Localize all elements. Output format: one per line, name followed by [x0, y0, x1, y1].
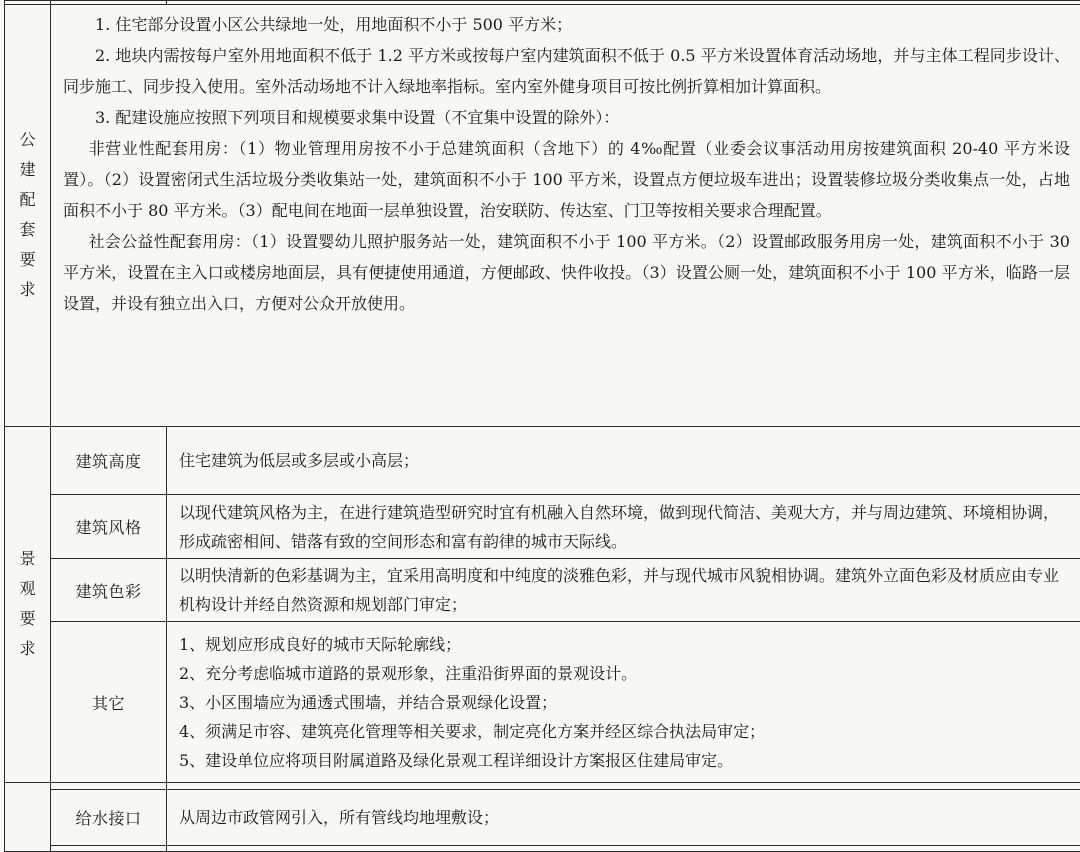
row-content	[167, 426, 1080, 494]
row-content	[167, 789, 1080, 845]
row-content	[167, 559, 1080, 622]
label-char: 景	[19, 549, 36, 569]
public-facilities-row	[5, 5, 1080, 427]
cut-off-row	[5, 845, 1080, 851]
row-name: 建筑高度	[51, 426, 167, 494]
paragraph: 3. 配建设施应按照下列项目和规模要求集中设置（不宜集中设置的除外）：	[95, 108, 620, 127]
public-facilities-content	[51, 5, 1080, 427]
label-char: 求	[19, 280, 36, 300]
requirements-table	[4, 0, 1080, 852]
label-char: 要	[19, 250, 36, 270]
infrastructure-row-water	[5, 789, 1080, 845]
content-line: 以明快清新的色彩基调为主，宜采用高明度和中纯度的淡雅色彩，并与现代城市风貌相协调。建筑外立面色彩及材质应由专业机构设计并经自然资源和规划部门审定；	[179, 566, 1060, 615]
content-line: 从周边市政管网引入，所有管线均地埋敷设；	[179, 807, 500, 827]
label-char: 建	[19, 160, 36, 180]
landscape-row-style	[5, 495, 1080, 559]
label-char: 套	[19, 220, 36, 240]
row-content	[167, 622, 1080, 782]
landscape-row-height	[5, 426, 1080, 494]
label-char: 配	[19, 190, 36, 210]
landscape-label	[5, 426, 51, 782]
row-name: 其它	[51, 622, 167, 782]
row-name: 给水接口	[51, 789, 167, 845]
label-char: 求	[19, 639, 36, 659]
paragraph: 社会公益性配套用房：（1）设置婴幼儿照护服务站一处，建筑面积不小于 100 平方米。（2）设置邮政服务用房一处，建筑面积不小于 30 平方米，设置在主入口或楼房地面层，具有便捷使用通道，方便邮政、快件收投。（3）设置公厕一处，建筑面积不小于 100 平方米，临路一层设置，并设有独立出入口，方便对公众开放使用。	[63, 232, 1070, 313]
content-line: 4、须满足市容、建筑亮化管理等相关要求，制定亮化方案并经区综合执法局审定；	[179, 721, 766, 741]
paragraph: 非营业性配套用房：（1）物业管理用房按不小于总建筑面积（含地下）的 4‰配置（业委会议事活动用房按建筑面积 20-40 平方米设置）。（2）设置密闭式生活垃圾分类收集站一处，建筑面积不小于 100 平方米，设置点方便垃圾车进出；设置装修垃圾分类收集点一处，占地面积不小于 80 平方米。（3）配电间在地面一层单独设置，治安联防、传达室、门卫等按相关要求合理配置。	[63, 139, 1070, 220]
label-char: 公	[19, 130, 36, 150]
label-char: 要	[19, 609, 36, 629]
public-facilities-label	[5, 5, 51, 427]
section-gap	[5, 782, 1080, 789]
content-line: 住宅建筑为低层或多层或小高层；	[179, 451, 420, 471]
label-char: 观	[19, 579, 36, 599]
paragraph: 1. 住宅部分设置小区公共绿地一处，用地面积不小于 500 平方米；	[95, 15, 573, 34]
content-line: 1、规划应形成良好的城市天际轮廓线；	[179, 634, 462, 654]
row-name: 建筑色彩	[51, 559, 167, 622]
row-content	[167, 495, 1080, 559]
landscape-row-color	[5, 559, 1080, 622]
content-line: 3、小区围墙应为通透式围墙，并结合景观绿化设置；	[179, 692, 558, 712]
content-line: 以现代建筑风格为主，在进行建筑造型研究时宜有机融入自然环境，做到现代简洁、美观大方，并与周边建筑、环境相协调，形成疏密相间、错落有致的空间形态和富有韵律的城市天际线。	[179, 502, 1060, 551]
landscape-row-other	[5, 622, 1080, 782]
content-line: 2、充分考虑临城市道路的景观形象，注重沿街界面的景观设计。	[179, 663, 638, 683]
content-line: 5、建设单位应将项目附属道路及绿化景观工程详细设计方案报区住建局审定。	[179, 750, 734, 770]
paragraph: 2. 地块内需按每户室外用地面积不低于 1.2 平方米或按每户室内建筑面积不低于 0.5 平方米设置体育活动场地，并与主体工程同步设计、同步施工、同步投入使用。室外活动场地不计入绿地率指标。室内室外健身项目可按比例折算相加计算面积。	[63, 46, 1070, 96]
row-name: 建筑风格	[51, 495, 167, 559]
infrastructure-label	[5, 782, 51, 851]
